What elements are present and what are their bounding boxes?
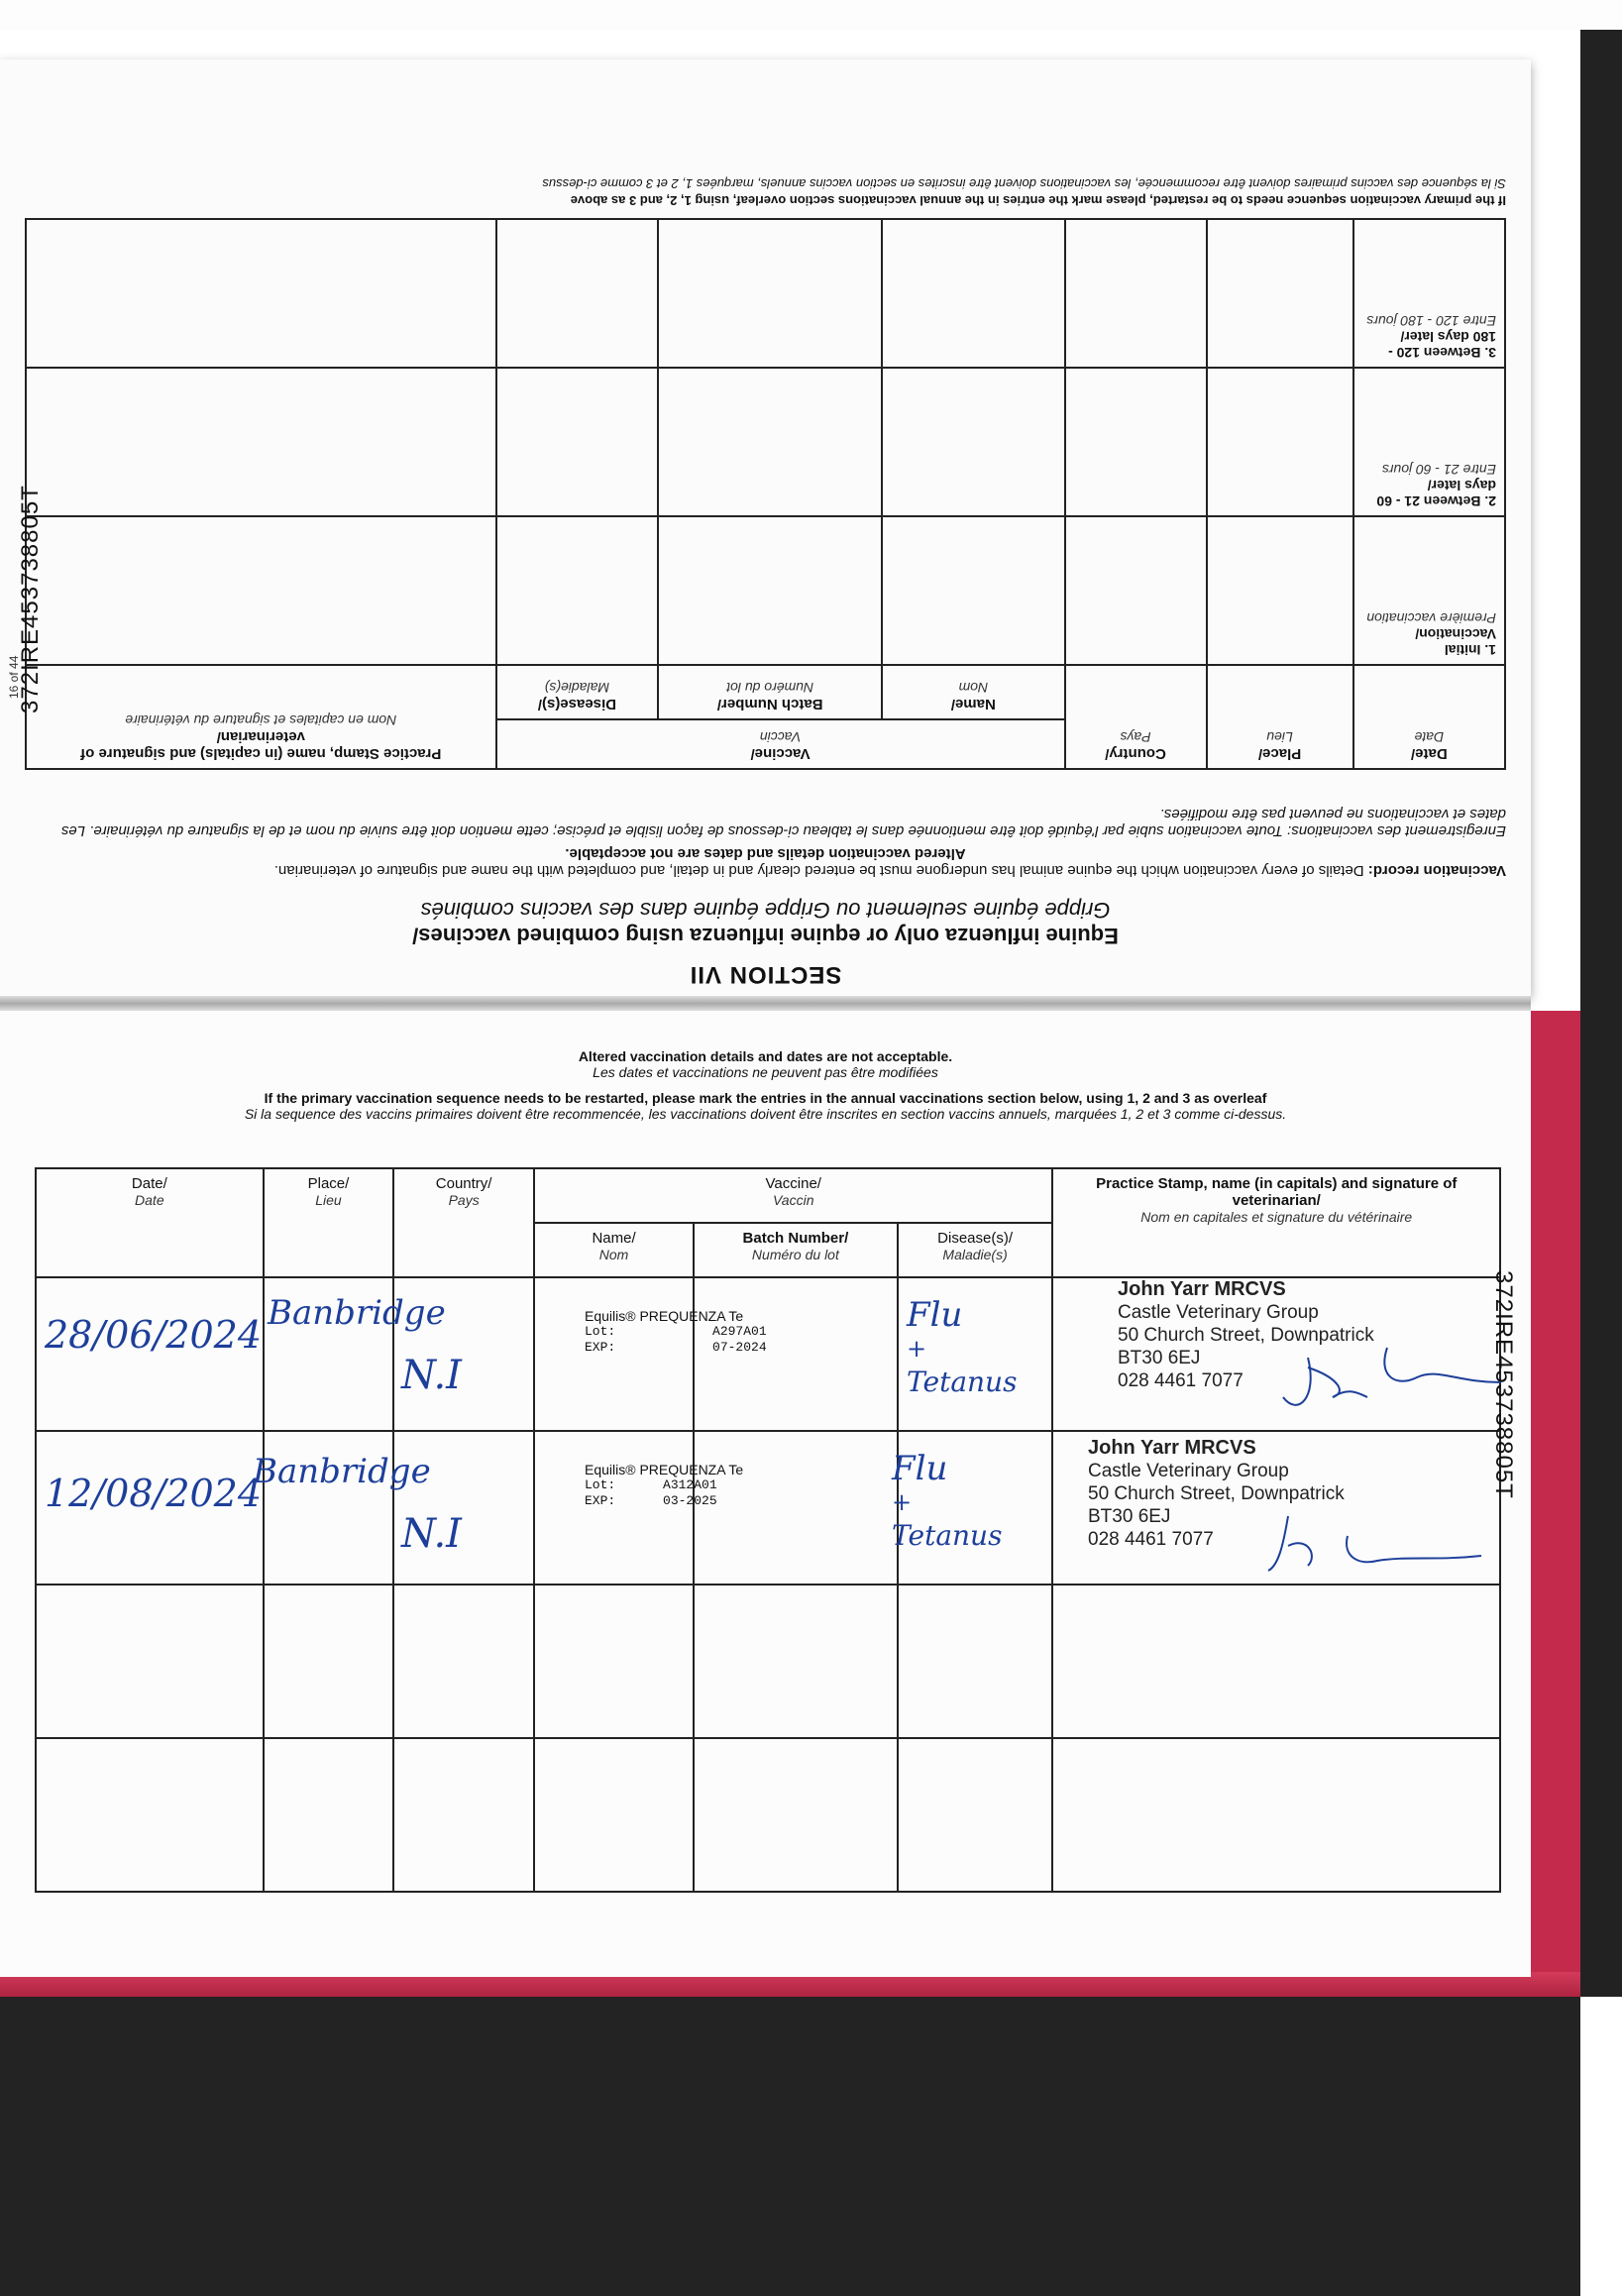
entry-2-place: Banbridge [253, 1452, 431, 1491]
col-date: Date/ Date [36, 1168, 264, 1277]
upper-page [0, 59, 1531, 996]
entry-1-signature [1278, 1338, 1506, 1417]
passport-cover-edge [1531, 1011, 1580, 1982]
notice-altered-en: Altered vaccination details and dates are not acceptable. [578, 1048, 953, 1064]
col-stamp: Practice Stamp, name (in capitals) and signature of veterinarian/ Nom en capitales et signature du vétérinaire [26, 665, 496, 769]
entry-2-lot-label: Lot: [585, 1477, 616, 1492]
upper-footer [25, 176, 1506, 208]
col-country: Country/ Pays [393, 1168, 534, 1277]
entry-1-practice-stamp: John Yarr MRCVS Castle Veterinary Group 50 Church Street, Downpatrick BT30 6EJ 028 4461 7077 [1118, 1278, 1374, 1391]
table-row [26, 219, 1505, 368]
col-batch: Batch Number/ Numéro du lot [694, 1223, 898, 1277]
document-id-upper: 372IRE453738805T [17, 485, 44, 713]
record-fr: Enregistrement des vaccinations: Toute vaccination subie par l'équidé doit être mentionnée dans le tableau ci-dessous de façon lisible et précise; cette mention doit être suivie du nom et de la signature du vétérinaire. Les dates et vaccinations ne peuvent pas être modifiées. [60, 806, 1506, 839]
entry-1-lot: A297A01 [712, 1324, 767, 1339]
entry-1-disease: Flu + Tetanus [907, 1295, 1018, 1398]
table-row [26, 516, 1505, 665]
col-name: Name/ Nom [534, 1223, 694, 1277]
col-date: Date/ Date [1353, 665, 1505, 769]
col-disease: Disease(s)/ Maladie(s) [496, 665, 659, 719]
entry-2-exp-label: EXP: [585, 1493, 616, 1508]
upper-footer-fr: Si la séquence des vaccins primaires doivent être recommencée, les vaccinations doivent être inscrites en section vaccins annuels, marquées 1, 2 et 3 comme ci-dessus [542, 176, 1506, 191]
col-batch: Batch Number/ Numéro du lot [658, 665, 882, 719]
entry-1-exp: 07-2024 [712, 1340, 767, 1355]
record-label: Vaccination record: [1367, 862, 1506, 879]
page-gutter [0, 996, 1531, 1011]
col-disease: Disease(s)/ Maladie(s) [898, 1223, 1053, 1277]
upper-footer-en: If the primary vaccination sequence needs to be restarted, please mark the entries in the annual vaccinations section overleaf, using 1, 2, and 3 as above [570, 193, 1506, 208]
entry-2-country: N.I [401, 1511, 462, 1557]
lower-page [0, 1011, 1531, 1977]
upper-page-rotated-content [0, 59, 1531, 996]
notice-altered-fr: Les dates et vaccinations ne peuvent pas être modifiées [593, 1064, 938, 1080]
entry-2-signature [1248, 1506, 1486, 1585]
primary-vaccination-table [25, 218, 1506, 770]
row-label: 3. Between 120 - 180 days later/ Entre 120 - 180 jours [1353, 219, 1505, 368]
record-altered: Altered vaccination details and dates are not acceptable. [565, 845, 966, 862]
subtitle-fr: Grippe équine seulement ou Grippe équine dans des vaccins combinés [420, 898, 1111, 923]
section-title: SECTION VII [689, 961, 842, 988]
col-vaccine: Vaccine/ Vaccin [534, 1168, 1052, 1223]
entry-1-place: Banbridge [268, 1293, 446, 1333]
entry-1-exp-label: EXP: [585, 1340, 616, 1355]
record-text: Details of every vaccination which the equine animal has undergone must be entered clearly and in detail, and completed with the name and signature of veterinarian. [273, 862, 1364, 879]
entry-2-vaccine-label [585, 1462, 743, 1509]
document-id-lower: 372IRE453738805T [1490, 1270, 1517, 1499]
entry-2-vaccine-brand: Equilis® PREQUENZA Te [585, 1462, 744, 1477]
entry-2-lot: A312A01 [663, 1477, 717, 1492]
scan-top-border [0, 0, 1622, 30]
entry-2-disease: Flu + Tetanus [892, 1449, 1003, 1552]
entry-2-date: 12/08/2024 [45, 1472, 263, 1515]
table-row [36, 1585, 1500, 1738]
entry-1-date: 28/06/2024 [45, 1313, 263, 1357]
vaccination-record-instructions [25, 806, 1506, 879]
scan-right-border [1580, 30, 1622, 1997]
entry-2-practice-stamp: John Yarr MRCVS Castle Veterinary Group 50 Church Street, Downpatrick BT30 6EJ 028 4461 7077 [1088, 1437, 1345, 1550]
col-name: Name/ Nom [882, 665, 1064, 719]
table-row [26, 368, 1505, 516]
col-place: Place/ Lieu [1207, 665, 1353, 769]
page-number-upper: 16 of 44 [7, 655, 21, 699]
entry-1-lot-label: Lot: [585, 1324, 616, 1339]
notice-restart-en: If the primary vaccination sequence needs to be restarted, please mark the entries in the annual vaccinations section below, using 1, 2 and 3 as overleaf [264, 1090, 1267, 1106]
section-subtitle [0, 897, 1531, 948]
col-country: Country/ Pays [1065, 665, 1207, 769]
subtitle-en: Equine influenza only or equine influenza using combined vaccines/ [412, 924, 1119, 948]
notice-restart [0, 1090, 1531, 1122]
entry-1-country: N.I [401, 1353, 462, 1398]
col-place: Place/ Lieu [264, 1168, 394, 1277]
row-label: 2. Between 21 - 60 days later/ Entre 21 - 60 jours [1353, 368, 1505, 516]
row-label: 1. Initial Vaccination/ Première vaccination [1353, 516, 1505, 665]
col-stamp: Practice Stamp, name (in capitals) and signature of veterinarian/ Nom en capitales et signature du vétérinaire [1052, 1168, 1500, 1277]
notice-restart-fr: Si la sequence des vaccins primaires doivent être recommencée, les vaccinations doivent être inscrites en section vaccins annuels, marquées 1, 2 et 3 comme ci-dessus. [244, 1106, 1287, 1122]
scan-bottom-border [0, 1997, 1580, 2296]
table-row [36, 1738, 1500, 1892]
entry-2-exp: 03-2025 [663, 1493, 717, 1508]
col-vaccine: Vaccine/ Vaccin [496, 719, 1065, 769]
entry-1-vaccine-brand: Equilis® PREQUENZA Te [585, 1308, 744, 1324]
notice-altered [0, 1048, 1531, 1080]
entry-1-vaccine-label [585, 1308, 767, 1356]
